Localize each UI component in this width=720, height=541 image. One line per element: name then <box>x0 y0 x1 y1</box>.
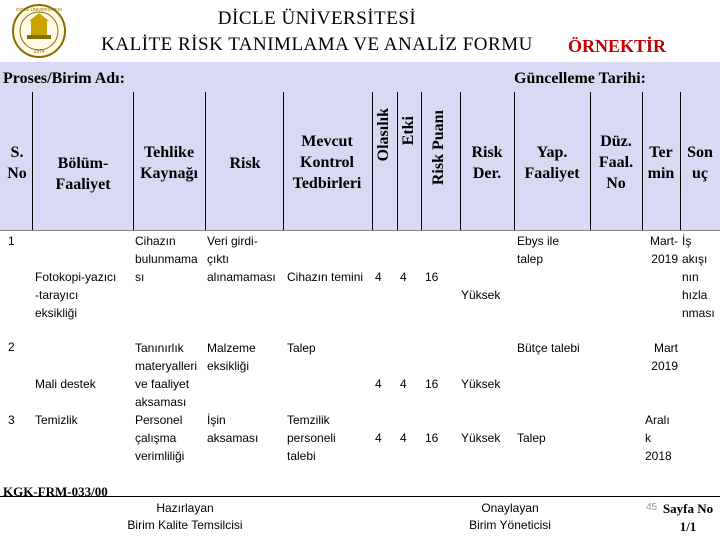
slide-number: 45 <box>646 502 658 513</box>
row-score: 16 <box>425 270 439 284</box>
row-source: Cihazın bulunmama sı <box>135 234 198 284</box>
row-action: Bütçe talebi <box>517 341 580 355</box>
logo-year: 1974 <box>33 49 45 55</box>
row-end: İş akışı nın hızla nması <box>682 234 715 320</box>
row-source: Tanınırlık materyalleri ve faaliyet aksaması <box>135 341 198 409</box>
col-degree: Risk Der. <box>471 144 503 182</box>
approved-block: Onaylayan Birim Yöneticisi <box>469 501 551 532</box>
row-impact: 4 <box>400 377 407 391</box>
logo-text: DİCLE ÜNİVERSİTESİ <box>16 7 62 12</box>
col-probability: Olasılık <box>375 108 392 162</box>
col-controls: Mevcut Kontrol Tedbirleri <box>292 133 362 192</box>
row-probability: 4 <box>375 377 382 391</box>
col-source: Tehlike Kaynağı <box>140 144 198 182</box>
update-label: Güncelleme Tarihi: <box>514 70 646 87</box>
row-degree: Yüksek <box>461 288 501 302</box>
row-term: Mart- 2019 <box>650 234 678 266</box>
row-action: Talep <box>517 431 546 445</box>
col-activity: Bölüm- Faaliyet <box>55 155 111 193</box>
footer-signatures <box>0 496 720 541</box>
row-controls: Temzilik personeli talebi <box>287 413 336 463</box>
row-activity: Fotokopi-yazıcı -tarayıcı eksikliği <box>35 270 117 320</box>
row-source: Personel çalışma verimliliği <box>135 413 185 463</box>
row-controls: Talep <box>287 341 316 355</box>
row-impact: 4 <box>400 431 407 445</box>
row-probability: 4 <box>375 270 382 284</box>
row-activity: Mali destek <box>35 377 96 391</box>
form-title: KALİTE RİSK TANIMLAMA VE ANALİZ FORMU <box>101 34 533 55</box>
row-term: Mart 2019 <box>651 341 678 373</box>
col-action: Yap. Faaliyet <box>524 144 580 182</box>
university-name: DİCLE ÜNİVERSİTESİ <box>217 8 417 29</box>
row-risk: Malzeme eksikliği <box>207 341 256 373</box>
col-corrective: Düz. Faal. No <box>598 133 634 192</box>
row-degree: Yüksek <box>461 377 501 391</box>
row-score: 16 <box>425 377 439 391</box>
row-probability: 4 <box>375 431 382 445</box>
university-logo <box>3 3 75 59</box>
col-end: Son uç <box>687 144 713 182</box>
row-risk: Veri girdi- çıktı alınamaması <box>207 234 276 284</box>
unit-label: Proses/Birim Adı: <box>3 70 125 87</box>
form-code: KGK-FRM-033/00 <box>3 484 108 499</box>
row-no: 1 <box>8 234 15 248</box>
row-controls: Cihazın temini <box>287 270 364 284</box>
col-impact: Etki <box>400 116 417 146</box>
page-number-block: Sayfa No 1/1 <box>662 501 714 534</box>
row-impact: 4 <box>400 270 407 284</box>
row-activity: Temizlik <box>35 413 78 427</box>
col-score: Risk Puanı <box>430 110 447 186</box>
row-risk: İşin aksaması <box>207 413 259 445</box>
col-risk: Risk <box>229 155 261 172</box>
row-degree: Yüksek <box>461 431 501 445</box>
row-no: 3 <box>8 413 15 427</box>
row-term: Aralı k 2018 <box>645 413 672 463</box>
prepared-block: Hazırlayan Birim Kalite Temsilcisi <box>127 501 243 532</box>
col-term: Ter min <box>647 144 675 182</box>
sample-mark: ÖRNEKTİR <box>568 36 667 56</box>
row-no: 2 <box>8 340 15 354</box>
row-action: Ebys ile talep <box>517 234 560 266</box>
col-no: S. No <box>7 144 27 182</box>
row-score: 16 <box>425 431 439 445</box>
